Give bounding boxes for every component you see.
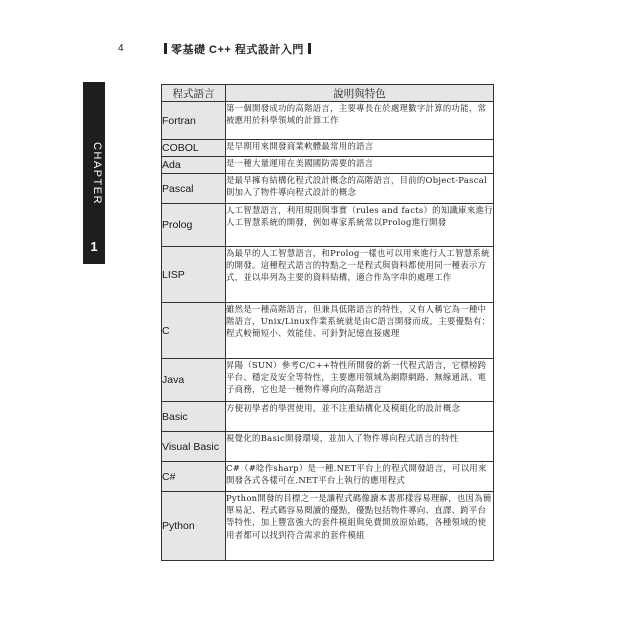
header-bar-right bbox=[308, 43, 311, 54]
description-cell: 是一種大量運用在美國國防需要的語言 bbox=[226, 157, 494, 174]
book-title: 零基礎 C++ 程式設計入門 bbox=[171, 44, 304, 56]
language-cell: COBOL bbox=[162, 140, 226, 157]
chapter-number: 1 bbox=[90, 239, 98, 254]
language-cell: Ada bbox=[162, 157, 226, 174]
description-cell: C#（#唸作sharp）是一種.NET平台上的程式開發語言，可以用來開發各式各樣可在.NET平台上執行的應用程式 bbox=[226, 462, 494, 492]
table-row bbox=[162, 140, 494, 157]
table-row bbox=[162, 462, 494, 492]
language-cell: Basic bbox=[162, 402, 226, 432]
table-row bbox=[162, 303, 494, 359]
description-cell: 雖然是一種高階語言，但兼具低階語言的特性，又有人稱它為一種中階語言，Unix/Linux作業系統就是由C語言開發而成，主要優點有：程式較簡短小、效能佳、可針對記憶直接處理 bbox=[226, 303, 494, 359]
language-cell: LISP bbox=[162, 247, 226, 303]
table-row bbox=[162, 402, 494, 432]
language-cell: Python bbox=[162, 492, 226, 561]
language-cell: Visual Basic bbox=[162, 432, 226, 462]
chapter-label: CHAPTER bbox=[91, 142, 103, 206]
description-cell: 方便初學者的學習使用，並不注重結構化及模組化的設計概念 bbox=[226, 402, 494, 432]
table-row bbox=[162, 102, 494, 140]
table-row bbox=[162, 174, 494, 204]
language-cell: Pascal bbox=[162, 174, 226, 204]
page-number: 4 bbox=[118, 43, 124, 54]
description-cell: 視覺化的Basic開發環境，並加入了物件導向程式語言的特性 bbox=[226, 432, 494, 462]
table-row bbox=[162, 492, 494, 561]
language-cell: Prolog bbox=[162, 204, 226, 247]
table-row bbox=[162, 157, 494, 174]
table-header-row bbox=[162, 85, 494, 102]
description-cell: 是最早擁有結構化程式設計概念的高階語言，目前的Object-Pascal則加入了物件導向程式設計的概念 bbox=[226, 174, 494, 204]
language-table bbox=[161, 84, 494, 561]
table-row bbox=[162, 204, 494, 247]
table-row bbox=[162, 432, 494, 462]
header-bar-left bbox=[164, 43, 167, 54]
table-row bbox=[162, 359, 494, 402]
description-cell: Python開發的目標之一是讓程式碼像讀本書那樣容易理解，也因為簡單易記、程式碼容易閱讀的優點，優點包括物件導向、直譯、跨平台等特性，加上豐富強大的套件模組與免費開放原始碼，各種領域的使用者都可以找到符合需求的套件模組 bbox=[226, 492, 494, 561]
description-cell: 為最早的人工智慧語言，和Prolog一樣也可以用來進行人工智慧系統的開發。這種程式語言的特點之一是程式與資料都使用同一種表示方式，並以串列為主要的資料結構，適合作為字串的處理工作 bbox=[226, 247, 494, 303]
chapter-number-box bbox=[83, 230, 105, 264]
column-header-language: 程式語言 bbox=[162, 85, 226, 102]
language-cell: C bbox=[162, 303, 226, 359]
description-cell: 人工智慧語言，利用規則與事實（rules and facts）的知識庫來進行人工智慧系統的開發，例如專家系統常以Prolog進行開發 bbox=[226, 204, 494, 247]
column-header-description: 說明與特色 bbox=[226, 85, 494, 102]
table-row bbox=[162, 247, 494, 303]
description-cell: 是早期用來開發商業軟體最常用的語言 bbox=[226, 140, 494, 157]
description-cell: 昇陽（SUN）參考C/C++特性所開發的新一代程式語言，它標榜跨平台、穩定及安全等特性，主要應用領域為網際網路、無線通訊、電子商務，它也是一種物件導向的高階語言 bbox=[226, 359, 494, 402]
description-cell: 第一個開發成功的高階語言，主要專長在於處理數字計算的功能，常被應用於科學領域的計算工作 bbox=[226, 102, 494, 140]
language-cell: C# bbox=[162, 462, 226, 492]
language-cell: Fortran bbox=[162, 102, 226, 140]
running-header bbox=[160, 41, 315, 57]
language-cell: Java bbox=[162, 359, 226, 402]
